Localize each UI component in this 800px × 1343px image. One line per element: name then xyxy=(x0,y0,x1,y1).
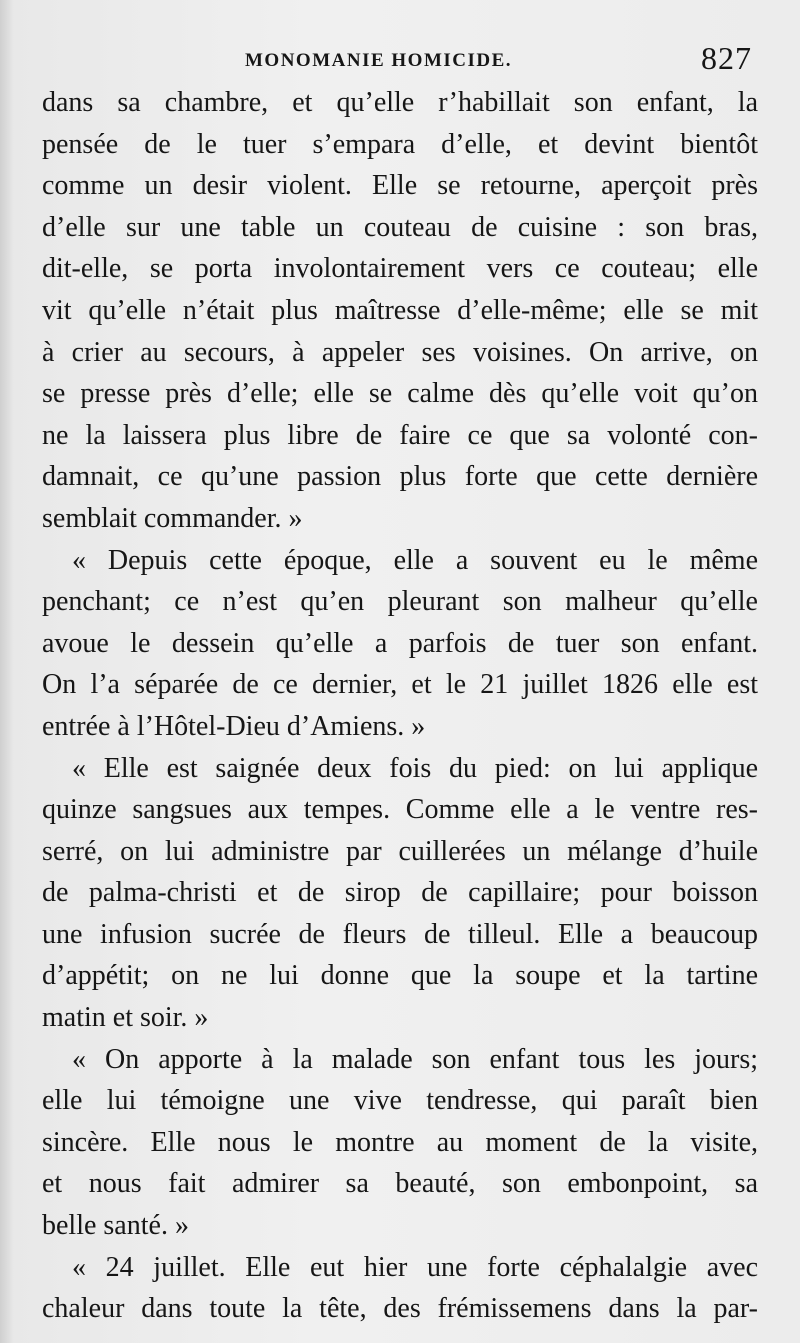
text-line: matin et soir. » xyxy=(42,1002,209,1034)
text-line: entrée à l’Hôtel-Dieu d’Amiens. » xyxy=(42,710,426,742)
page-header xyxy=(40,40,760,80)
text-line: serré, on lui administre par cuillerées un mélange d’huile xyxy=(42,835,758,867)
body-text xyxy=(42,82,758,1330)
text-line: se presse près d’elle; elle se calme dès qu’elle voit qu’on xyxy=(42,378,758,410)
text-line: dit-elle, se porta involontairement vers ce couteau; elle xyxy=(42,253,758,285)
text-line: elle lui témoigne une vive tendresse, qui paraît bien xyxy=(42,1085,758,1117)
running-head: MONOMANIE HOMICIDE. xyxy=(245,50,513,71)
text-line: et nous fait admirer sa beauté, son embonpoint, sa xyxy=(42,1168,758,1200)
text-line: dans sa chambre, et qu’elle r’habillait son enfant, la xyxy=(42,87,758,118)
page-number: 827 xyxy=(701,40,752,76)
text-line: d’elle sur une table un couteau de cuisine : son bras, xyxy=(42,211,758,243)
page-edge-shadow xyxy=(0,0,14,1343)
text-line: une infusion sucrée de fleurs de tilleul. Elle a beaucoup xyxy=(42,918,758,950)
text-line: pensée de le tuer s’empara d’elle, et devint bientôt xyxy=(42,128,758,160)
text-line: d’appétit; on ne lui donne que la soupe et la tartine xyxy=(42,960,758,992)
text-line: de palma-christi et de sirop de capillaire; pour boisson xyxy=(42,877,758,909)
text-line: quinze sangsues aux tempes. Comme elle a le ventre res- xyxy=(42,794,758,826)
paragraph-first-line: « Elle est saignée deux fois du pied: on lui applique xyxy=(72,752,758,784)
text-line: à crier au secours, à appeler ses voisines. On arrive, on xyxy=(42,336,758,368)
text-line: semblait commander. » xyxy=(42,502,303,534)
text-line: sincère. Elle nous le montre au moment de la visite, xyxy=(42,1126,758,1158)
paragraph-first-line: « 24 juillet. Elle eut hier une forte céphalalgie avec xyxy=(72,1251,758,1283)
text-line: ne la laissera plus libre de faire ce que sa volonté con- xyxy=(42,419,758,451)
text-line: avoue le dessein qu’elle a parfois de tuer son enfant. xyxy=(42,627,758,659)
text-line: belle santé. » xyxy=(42,1210,189,1242)
paragraph-first-line: « Depuis cette époque, elle a souvent eu le même xyxy=(72,544,758,576)
paragraph-first-line: « On apporte à la malade son enfant tous les jours; xyxy=(72,1043,758,1075)
text-line: damnait, ce qu’une passion plus forte que cette dernière xyxy=(42,461,758,493)
text-line: comme un desir violent. Elle se retourne, aperçoit près xyxy=(42,170,758,202)
text-line: vit qu’elle n’était plus maîtresse d’elle-même; elle se mit xyxy=(42,294,758,326)
text-line: chaleur dans toute la tête, des frémissemens dans la par- xyxy=(42,1293,758,1325)
text-line: penchant; ce n’est qu’en pleurant son malheur qu’elle xyxy=(42,586,758,618)
text-line: On l’a séparée de ce dernier, et le 21 juillet 1826 elle est xyxy=(42,669,758,701)
